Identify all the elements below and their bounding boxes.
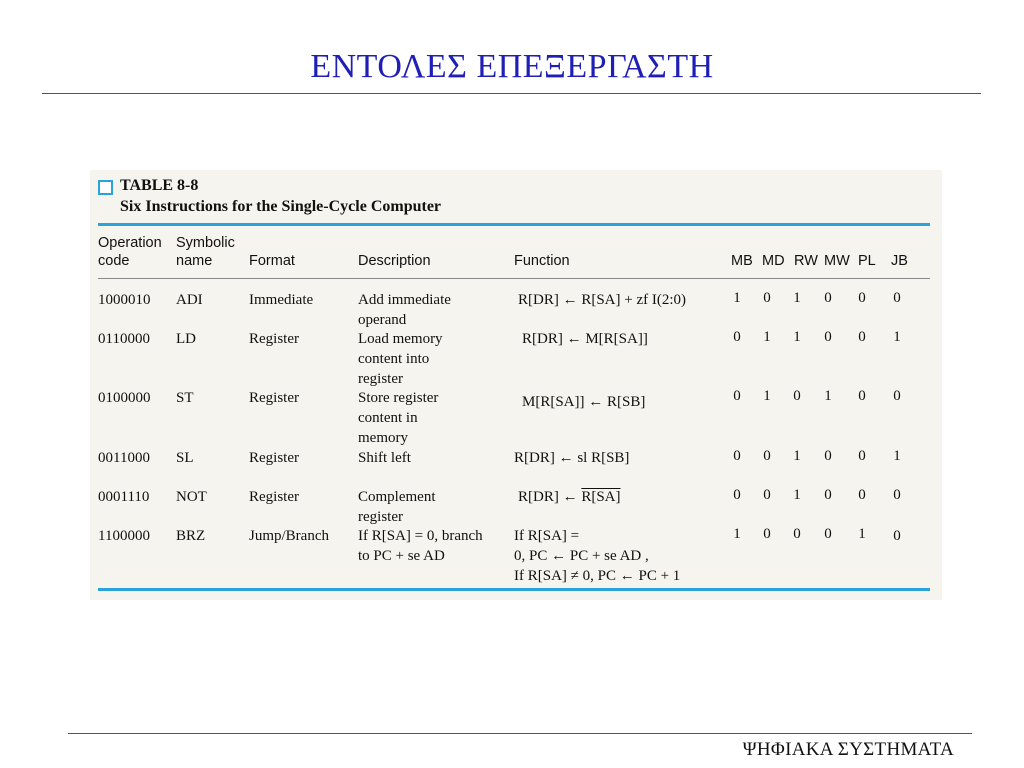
row-ld-desc-line2: content into <box>358 351 430 367</box>
header-opcode-line2: code <box>98 253 130 269</box>
row-ld-mb: 0 <box>733 329 741 345</box>
row-ld-md: 1 <box>763 329 771 345</box>
row-adi-md: 0 <box>763 290 771 306</box>
row-not-mw: 0 <box>824 487 832 503</box>
row-ld-pl: 0 <box>858 329 866 345</box>
header-symbolic-line2: name <box>176 253 213 269</box>
row-ld-format: Register <box>249 331 299 347</box>
row-st-desc-line2: content in <box>358 410 418 426</box>
header-rw: RW <box>794 253 818 269</box>
row-adi-rw: 1 <box>793 290 801 306</box>
row-ld-function: R[DR] ← M[R[SA]] <box>522 331 648 347</box>
table-number: TABLE 8-8 <box>120 177 199 194</box>
table-bottom-rule <box>98 588 930 591</box>
row-st-rw: 0 <box>793 388 801 404</box>
row-not-function: R[DR] ← R[SA] <box>518 489 621 505</box>
row-sl-rw: 1 <box>793 448 801 464</box>
row-st-mb: 0 <box>733 388 741 404</box>
header-jb: JB <box>891 253 908 269</box>
row-brz-desc-line2: to PC + se AD <box>358 548 445 564</box>
row-brz-desc-line1: If R[SA] = 0, branch <box>358 528 483 544</box>
row-st-mw: 1 <box>824 388 832 404</box>
row-sl-format: Register <box>249 450 299 466</box>
row-st-desc-line1: Store register <box>358 390 439 406</box>
row-brz-function <box>514 526 680 586</box>
row-adi-mb: 1 <box>733 290 741 306</box>
header-symbolic-line1: Symbolic <box>176 235 235 251</box>
row-ld-name: LD <box>176 331 196 347</box>
row-brz-format: Jump/Branch <box>249 528 329 544</box>
row-brz-name: BRZ <box>176 528 206 544</box>
row-sl-opcode: 0011000 <box>98 450 150 466</box>
row-ld-rw: 1 <box>793 329 801 345</box>
row-brz-pl: 1 <box>858 526 866 542</box>
row-st-md: 1 <box>763 388 771 404</box>
slide-title: ΕΝΤΟΛΕΣ ΕΠΕΞΕΡΓΑΣΤΗ <box>310 48 714 85</box>
complement-overline: R[SA] <box>581 489 621 505</box>
row-adi-desc-line1: Add immediate <box>358 292 451 308</box>
row-adi-name: ADI <box>176 292 203 308</box>
footer-divider <box>68 733 972 734</box>
row-not-desc-line2: register <box>358 509 403 525</box>
row-ld-description <box>358 329 443 389</box>
header-pl: PL <box>858 253 876 269</box>
row-st-desc-line3: memory <box>358 430 408 446</box>
header-description: Description <box>358 253 431 269</box>
row-brz-mb: 1 <box>733 526 741 542</box>
row-sl-name: SL <box>176 450 194 466</box>
row-not-mb: 0 <box>733 487 741 503</box>
row-sl-function: R[DR] ← sl R[SB] <box>514 450 630 466</box>
row-brz-description <box>358 526 483 566</box>
row-st-format: Register <box>249 390 299 406</box>
row-ld-mw: 0 <box>824 329 832 345</box>
row-sl-mw: 0 <box>824 448 832 464</box>
row-not-rw: 1 <box>793 487 801 503</box>
row-st-opcode: 0100000 <box>98 390 151 406</box>
row-adi-pl: 0 <box>858 290 866 306</box>
row-adi-opcode: 1000010 <box>98 292 151 308</box>
row-ld-opcode: 0110000 <box>98 331 150 347</box>
row-ld-desc-line1: Load memory <box>358 331 443 347</box>
row-st-name: ST <box>176 390 194 406</box>
row-sl-desc-line1: Shift left <box>358 450 411 466</box>
header-md: MD <box>762 253 785 269</box>
row-not-opcode: 0001110 <box>98 489 150 505</box>
header-format: Format <box>249 253 295 269</box>
table-top-rule <box>98 223 930 226</box>
header-opcode-line1: Operation <box>98 235 162 251</box>
row-not-name: NOT <box>176 489 207 505</box>
row-st-function: M[R[SA]] ← R[SB] <box>522 394 646 410</box>
header-symbolic <box>176 234 235 270</box>
header-opcode <box>98 234 162 270</box>
row-adi-mw: 0 <box>824 290 832 306</box>
title-divider <box>42 93 981 94</box>
row-not-md: 0 <box>763 487 771 503</box>
row-adi-function: R[DR] ← R[SA] + zf I(2:0) <box>518 292 687 308</box>
row-brz-mw: 0 <box>824 526 832 542</box>
header-mw: MW <box>824 253 850 269</box>
row-not-jb: 0 <box>893 487 901 503</box>
row-sl-pl: 0 <box>858 448 866 464</box>
row-brz-jb: 0 <box>893 528 901 544</box>
row-not-pl: 0 <box>858 487 866 503</box>
row-brz-rw: 0 <box>793 526 801 542</box>
row-brz-func-line3: If R[SA] ≠ 0, PC ← PC + 1 <box>514 568 681 584</box>
row-sl-jb: 1 <box>893 448 901 464</box>
header-divider <box>98 278 930 279</box>
row-ld-jb: 1 <box>893 329 901 345</box>
row-st-pl: 0 <box>858 388 866 404</box>
row-brz-opcode: 1100000 <box>98 528 150 544</box>
header-mb: MB <box>731 253 753 269</box>
table-caption: Six Instructions for the Single-Cycle Computer <box>120 198 442 215</box>
row-not-description <box>358 487 436 527</box>
row-brz-func-line2: 0, PC ← PC + se AD , <box>514 548 649 564</box>
row-brz-func-line1: If R[SA] = <box>514 528 580 544</box>
row-adi-format: Immediate <box>249 292 314 308</box>
row-adi-desc-line2: operand <box>358 312 407 328</box>
row-adi-description <box>358 290 451 330</box>
row-not-format: Register <box>249 489 299 505</box>
row-sl-description <box>358 448 411 468</box>
row-sl-md: 0 <box>763 448 771 464</box>
row-not-desc-line1: Complement <box>358 489 436 505</box>
table-square-icon <box>98 180 113 195</box>
row-st-jb: 0 <box>893 388 901 404</box>
row-ld-desc-line3: register <box>358 371 403 387</box>
row-st-description <box>358 388 438 448</box>
footer-text: ΨΗΦΙΑΚΑ ΣΥΣΤΗΜΑΤΑ <box>742 739 954 760</box>
header-function: Function <box>514 253 570 269</box>
row-adi-jb: 0 <box>893 290 901 306</box>
row-brz-md: 0 <box>763 526 771 542</box>
row-sl-mb: 0 <box>733 448 741 464</box>
